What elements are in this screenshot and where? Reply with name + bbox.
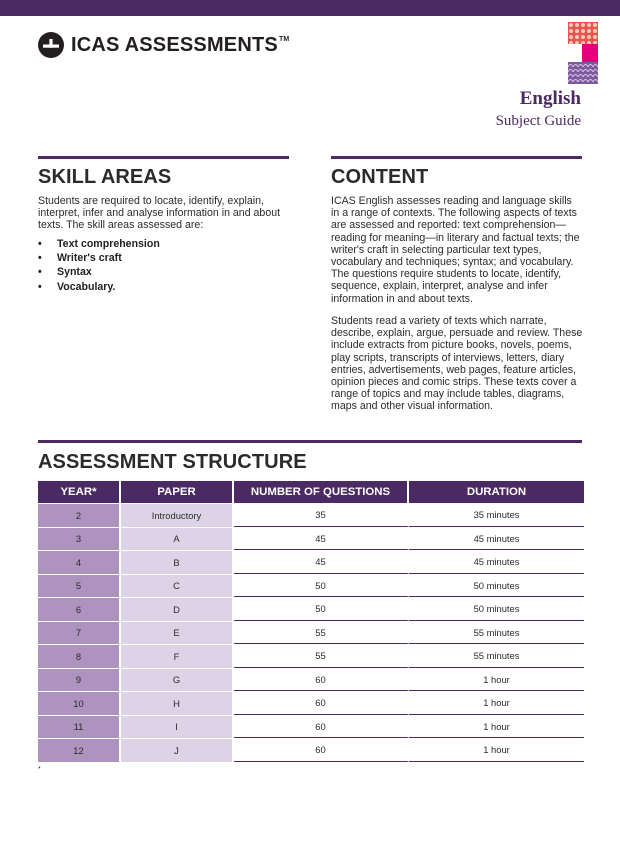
table-header-row — [38, 481, 584, 503]
content-paragraph-1: ICAS English assesses reading and language skills in a range of contexts. The following aspects of texts are assessed and reported: text comprehension—reading for meaning—in literary and factual texts; the writer's craft in selecting particular text types, vocabulary and techniques; syntax; and vocabulary. The questions require students to locate, identify, sequence, explain, interpret, analyse and infer information in and about texts. — [331, 195, 580, 305]
duration-cell: 35 minutes — [409, 503, 584, 527]
decorative-pattern-swatch — [568, 22, 598, 84]
skill-areas-rule — [38, 156, 289, 159]
questions-cell: 45 — [234, 527, 409, 551]
questions-cell: 45 — [234, 550, 409, 574]
table-row — [38, 574, 584, 598]
paper-cell: J — [121, 738, 234, 762]
table-row — [38, 738, 584, 762]
column-header-number-of-questions: NUMBER OF QUESTIONS — [234, 481, 409, 503]
table-row — [38, 644, 584, 668]
icas-logo — [38, 31, 289, 59]
table-row — [38, 597, 584, 621]
column-header-year: YEAR* — [38, 481, 121, 503]
skill-item-writers-craft: • Writer's craft — [38, 251, 160, 265]
questions-cell: 50 — [234, 574, 409, 598]
logo-wordmark: ICAS ASSESSMENTS™ — [71, 33, 290, 56]
questions-cell: 55 — [234, 644, 409, 668]
paper-cell: E — [121, 621, 234, 645]
questions-cell: 60 — [234, 738, 409, 762]
questions-cell: 60 — [234, 668, 409, 692]
year-cell: 12 — [38, 738, 121, 762]
table-row — [38, 550, 584, 574]
questions-cell: 55 — [234, 621, 409, 645]
year-cell: 10 — [38, 691, 121, 715]
table-row — [38, 527, 584, 551]
subject-heading — [496, 88, 581, 131]
duration-cell: 55 minutes — [409, 621, 584, 645]
subject-name: English — [519, 88, 581, 109]
table-row — [38, 691, 584, 715]
skill-areas-intro: Students are required to locate, identify, explain, interpret, infer and analyse information in and about texts. The skill areas assessed are: — [38, 195, 281, 232]
skill-item-vocabulary: • Vocabulary. — [38, 280, 160, 294]
column-header-duration: DURATION — [409, 481, 584, 503]
subject-subtitle: Subject Guide — [495, 113, 581, 129]
duration-cell: 45 minutes — [409, 527, 584, 551]
questions-cell: 60 — [234, 715, 409, 739]
assessment-structure-rule — [38, 440, 582, 443]
year-cell: 2 — [38, 503, 121, 527]
table-row — [38, 621, 584, 645]
year-cell: 9 — [38, 668, 121, 692]
duration-cell: 50 minutes — [409, 597, 584, 621]
assessment-structure-table — [38, 481, 584, 762]
duration-cell: 45 minutes — [409, 550, 584, 574]
duration-cell: 50 minutes — [409, 574, 584, 598]
questions-cell: 60 — [234, 691, 409, 715]
table-row — [38, 668, 584, 692]
icas-logo-icon — [38, 32, 64, 58]
paper-cell: Introductory — [121, 503, 234, 527]
paper-cell: I — [121, 715, 234, 739]
duration-cell: 1 hour — [409, 738, 584, 762]
content-paragraph-2: Students read a variety of texts which narrate, describe, explain, argue, persuade and review. These include extracts from picture books, novels, poems, play scripts, transcripts of interviews, letters, diary entries, advertisements, web pages, feature articles, opinion pieces and comic strips. These texts cover a range of topics and may include tables, diagrams, maps and other visual information. — [331, 315, 583, 413]
top-brand-bar — [0, 0, 620, 16]
paper-cell: D — [121, 597, 234, 621]
year-cell: 8 — [38, 644, 121, 668]
skill-areas-title: SKILL AREAS — [38, 166, 172, 188]
table-row — [38, 715, 584, 739]
paper-cell: B — [121, 550, 234, 574]
skill-item-syntax: • Syntax — [38, 265, 160, 279]
duration-cell: 55 minutes — [409, 644, 584, 668]
year-cell: 4 — [38, 550, 121, 574]
paper-cell: F — [121, 644, 234, 668]
column-header-paper: PAPER — [121, 481, 234, 503]
paper-cell: C — [121, 574, 234, 598]
logo-trademark: TM — [278, 35, 290, 43]
skill-item-text-comprehension: • Text comprehension — [38, 237, 160, 251]
paper-cell: A — [121, 527, 234, 551]
assessment-structure-title: ASSESSMENT STRUCTURE — [38, 451, 307, 473]
table-footnote: * — [38, 766, 41, 773]
duration-cell: 1 hour — [409, 715, 584, 739]
duration-cell: 1 hour — [409, 691, 584, 715]
year-cell: 5 — [38, 574, 121, 598]
content-title: CONTENT — [331, 166, 429, 188]
table-row — [38, 503, 584, 527]
duration-cell: 1 hour — [409, 668, 584, 692]
year-cell: 6 — [38, 597, 121, 621]
year-cell: 11 — [38, 715, 121, 739]
questions-cell: 50 — [234, 597, 409, 621]
questions-cell: 35 — [234, 503, 409, 527]
year-cell: 3 — [38, 527, 121, 551]
paper-cell: H — [121, 691, 234, 715]
year-cell: 7 — [38, 621, 121, 645]
paper-cell: G — [121, 668, 234, 692]
skill-areas-list — [38, 237, 160, 294]
content-rule — [331, 156, 582, 159]
